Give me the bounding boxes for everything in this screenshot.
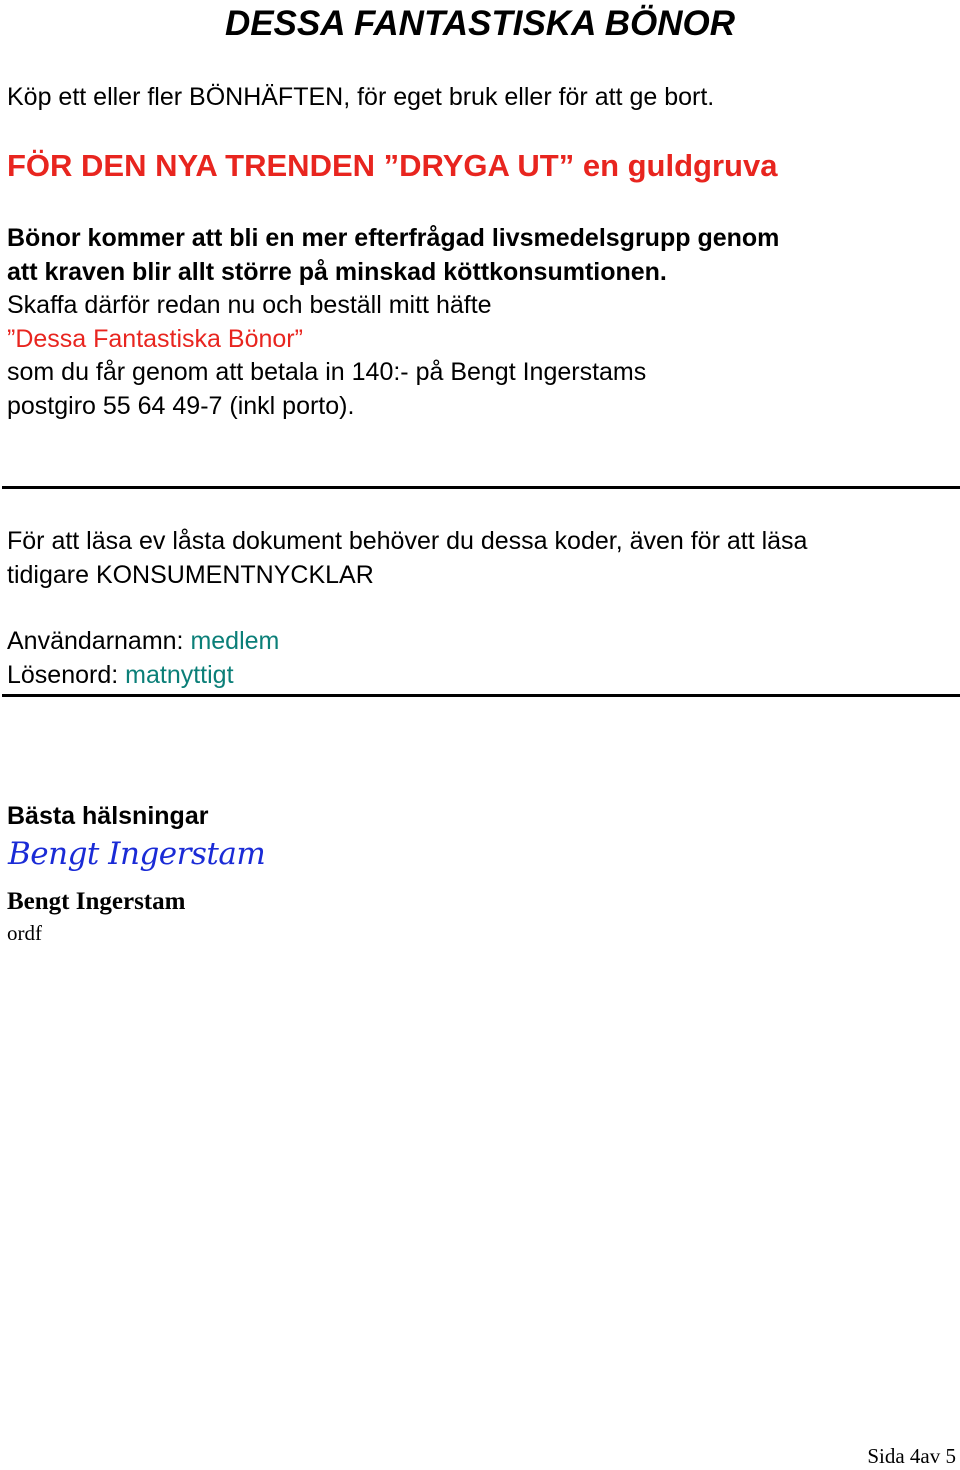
signer-name: Bengt Ingerstam [7,888,186,915]
page-number: Sida 4av 5 [867,1444,956,1468]
body-line-6: postgiro 55 64 49-7 (inkl porto). [7,391,355,420]
password-value: matnyttigt [125,660,234,689]
signer-title: ordf [7,921,42,945]
body-bold-line-2: att kraven blir allt större på minskad köttkonsumtionen. [7,257,667,286]
password-label: Lösenord: [7,660,126,689]
codes-section [7,525,807,692]
username-label: Användarnamn: [7,627,191,656]
headline: FÖR DEN NYA TRENDEN ”DRYGA UT” en guldgruva [7,148,778,183]
body-bold-line-1: Bönor kommer att bli en mer efterfrågad livsmedelsgrupp genom [7,224,780,252]
body-line-5: som du får genom att betala in 140:- på Bengt Ingerstams [7,358,647,387]
body-section [7,222,779,424]
password-row [7,659,807,693]
username-row [7,625,807,659]
codes-line-1: För att läsa ev låsta dokument behöver du dessa koder, även för att läsa [7,527,808,555]
greeting: Bästa hälsningar [7,802,209,830]
divider-bottom [2,694,960,697]
body-line-3: Skaffa därför redan nu och beställ mitt häfte [7,291,492,320]
username-value: medlem [190,627,280,656]
intro-text: Köp ett eller fler BÖNHÄFTEN, för eget bruk eller för att ge bort. [7,83,715,111]
handwritten-signature: Bengt Ingerstam [8,836,266,872]
booklet-title: ”Dessa Fantastiska Bönor” [7,324,303,353]
codes-line-2: tidigare KONSUMENTNYCKLAR [7,560,374,589]
divider-top [2,486,960,489]
page-title: DESSA FANTASTISKA BÖNOR [224,4,736,43]
